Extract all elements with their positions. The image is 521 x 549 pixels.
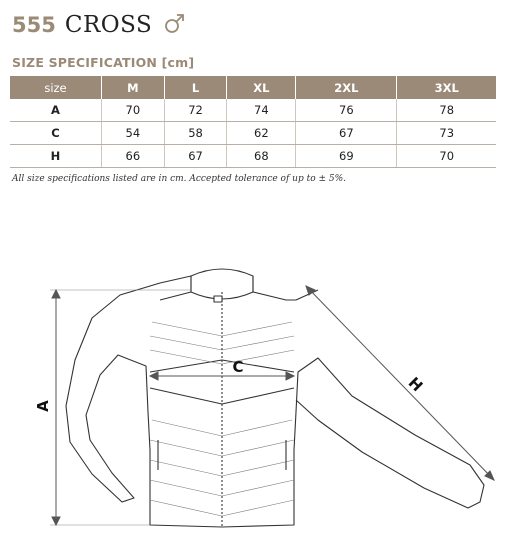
table-header-row xyxy=(10,76,496,99)
table-row xyxy=(10,99,496,122)
column-header: XL xyxy=(227,76,296,99)
product-name: CROSS xyxy=(64,12,153,38)
column-header: L xyxy=(164,76,227,99)
tolerance-note: All size specifications listed are in cm. Accepted tolerance of up to ± 5%. xyxy=(12,174,347,184)
table-cell: 76 xyxy=(296,99,397,122)
row-label: H xyxy=(10,145,101,168)
column-header: M xyxy=(101,76,164,99)
column-header: 2XL xyxy=(296,76,397,99)
table-cell: 72 xyxy=(164,99,227,122)
measurement-h xyxy=(306,286,494,480)
jacket-diagram xyxy=(0,250,521,549)
jacket-outline xyxy=(66,276,484,527)
male-symbol-icon xyxy=(164,12,186,34)
label-c: C xyxy=(232,358,244,376)
row-label: C xyxy=(10,122,101,145)
table-cell: 54 xyxy=(101,122,164,145)
product-header xyxy=(12,10,186,40)
row-label: A xyxy=(10,99,101,122)
table-cell: 58 xyxy=(164,122,227,145)
table-cell: 62 xyxy=(227,122,296,145)
table-cell: 73 xyxy=(397,122,496,145)
label-a: A xyxy=(34,400,52,412)
table-cell: 78 xyxy=(397,99,496,122)
table-cell: 67 xyxy=(164,145,227,168)
table-cell: 67 xyxy=(296,122,397,145)
table-cell: 74 xyxy=(227,99,296,122)
table-cell: 69 xyxy=(296,145,397,168)
column-header: size xyxy=(10,76,101,99)
label-h: H xyxy=(404,373,427,396)
section-title: SIZE SPECIFICATION [cm] xyxy=(12,55,195,70)
table-cell: 68 xyxy=(227,145,296,168)
collar xyxy=(191,269,253,299)
column-header: 3XL xyxy=(397,76,496,99)
table-row xyxy=(10,145,496,168)
product-code: 555 xyxy=(12,13,56,37)
table-row xyxy=(10,122,496,145)
table-cell: 70 xyxy=(101,99,164,122)
table-cell: 70 xyxy=(397,145,496,168)
size-table xyxy=(10,76,496,168)
table-cell: 66 xyxy=(101,145,164,168)
